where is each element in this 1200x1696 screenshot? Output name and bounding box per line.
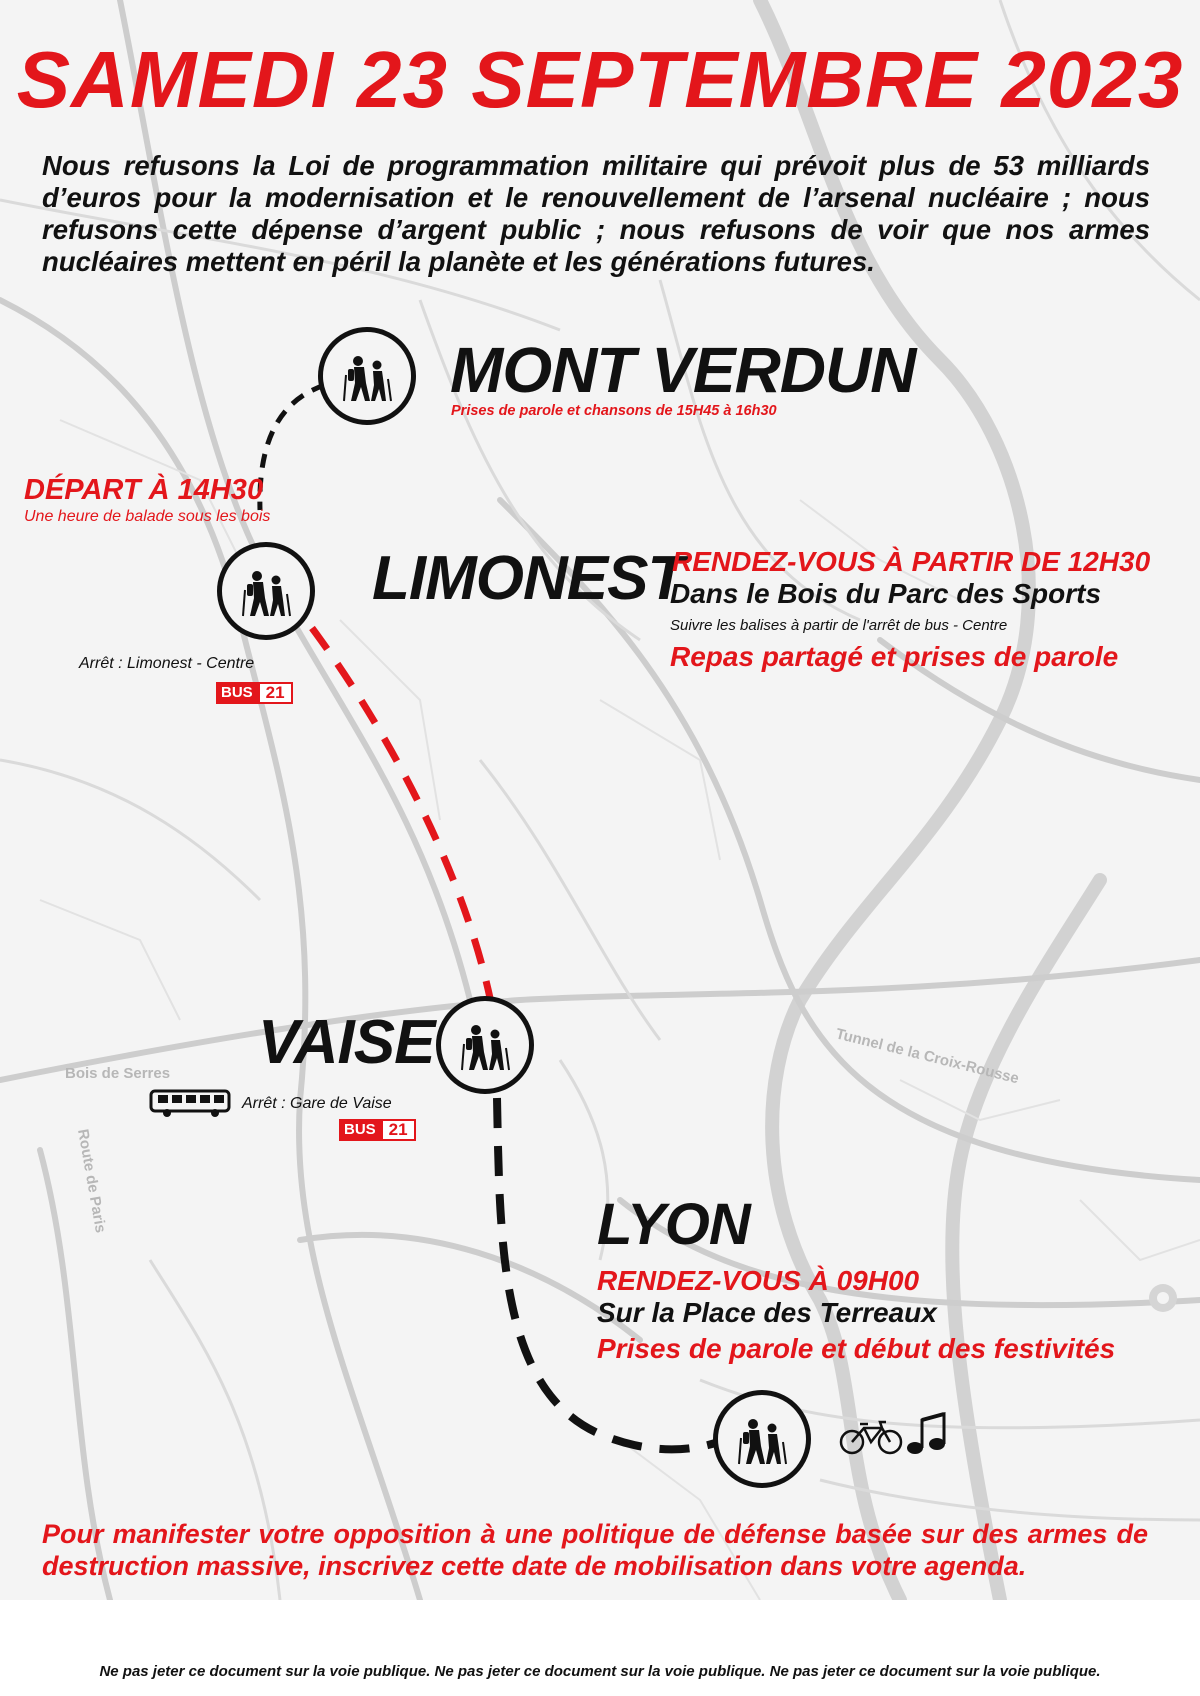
- limonest-rdv: RENDEZ-VOUS À PARTIR DE 12H30: [672, 546, 1151, 577]
- mont-verdun-detail: Prises de parole et chansons de 15H45 à 16h30: [451, 403, 777, 419]
- limonest-stop: Arrêt : Limonest - Centre: [79, 655, 255, 672]
- lyon-activity: Prises de parole et début des festivités: [597, 1333, 1116, 1364]
- route-limonest-vaise: [312, 628, 490, 998]
- limonest-name: LIMONEST: [372, 544, 685, 613]
- route-mont-verdun-limonest: [260, 385, 325, 510]
- hikers-icon: [241, 568, 293, 620]
- hikers-icon: [342, 353, 394, 405]
- hikers-icon: [737, 1416, 789, 1468]
- marker-mont-verdun: [318, 327, 416, 425]
- page-title: SAMEDI 23 SEPTEMBRE 2023: [16, 35, 1184, 124]
- lyon-name: LYON: [597, 1192, 750, 1257]
- closing-text: Pour manifester votre opposition à une politique de défense basée sur des armes de destruction massive, inscrivez cette date de mobilisation dans votre agenda.: [42, 1519, 1148, 1581]
- map-label-tunnel: Tunnel de la Croix-Rousse: [834, 1025, 1021, 1088]
- limonest-hint: Suivre les balises à partir de l'arrêt de bus - Centre: [670, 617, 1008, 634]
- hikers-icon: [460, 1022, 512, 1074]
- footer-band: [0, 1600, 1200, 1696]
- bus-line-badge-vaise: BUS 21: [339, 1119, 416, 1141]
- footer-text: Ne pas jeter ce document sur la voie publique. Ne pas jeter ce document sur la voie publique. Ne pas jeter ce document sur la voie publique.: [99, 1663, 1101, 1680]
- lyon-rdv: RENDEZ-VOUS À 09H00: [597, 1265, 920, 1296]
- mont-verdun-name: MONT VERDUN: [450, 334, 916, 406]
- bus-icon: [149, 1089, 234, 1119]
- map-label-route-de-paris: Route de Paris: [74, 1127, 110, 1235]
- music-notes-icon: [906, 1412, 948, 1458]
- vaise-name: VAISE: [258, 1008, 435, 1077]
- marker-vaise: [436, 996, 534, 1094]
- marker-lyon: [713, 1390, 811, 1488]
- depart-subtitle: Une heure de balade sous les bois: [24, 508, 271, 525]
- limonest-activity: Repas partagé et prises de parole: [670, 641, 1119, 672]
- depart-title: DÉPART À 14H30: [24, 474, 264, 506]
- bicycle-icon: [838, 1420, 904, 1456]
- vaise-stop: Arrêt : Gare de Vaise: [242, 1095, 392, 1112]
- intro-text: Nous refusons la Loi de programmation militaire qui prévoit plus de 53 milliards d’euros pour la modernisation et le renouvellement de l’arsenal nucléaire ; nous refusons cette dépense d’argent public ; nous refusons de voir que nos armes nucléaires mettent en péril la planète et les générations futures.: [42, 150, 1150, 277]
- lyon-place: Sur la Place des Terreaux: [597, 1297, 937, 1328]
- map-label-bois-de-serres: Bois de Serres: [65, 1065, 171, 1082]
- limonest-place: Dans le Bois du Parc des Sports: [670, 578, 1102, 609]
- marker-limonest: [217, 542, 315, 640]
- bus-line-badge-limonest: BUS 21: [216, 682, 293, 704]
